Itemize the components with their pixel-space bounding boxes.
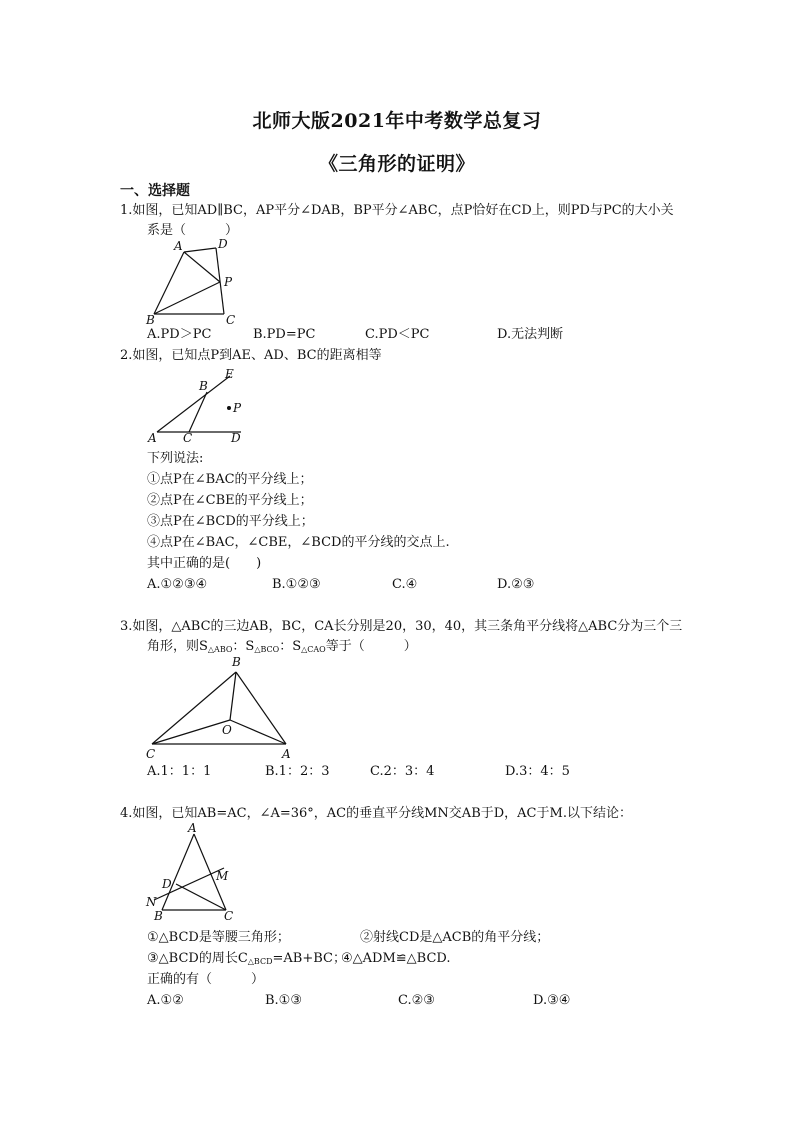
document-title: 北师大版2021年中考数学总复习 bbox=[252, 110, 542, 132]
q4-label-b: B bbox=[154, 909, 163, 923]
q1-line-1: 1.如图，已知AD∥BC，AP平分∠DAB，BP平分∠ABC，点P恰好在CD上，则PD与PC的大小关 bbox=[120, 203, 674, 218]
q3-sub-abo: △ABO bbox=[207, 645, 233, 654]
q1-seg-ad bbox=[184, 248, 216, 252]
section-heading: 一、选择题 bbox=[120, 183, 190, 199]
q2-statement-2: ②点P在∠CBE的平分线上； bbox=[147, 493, 313, 508]
q1-figure bbox=[140, 238, 240, 328]
q2-label-p: P bbox=[233, 401, 242, 415]
q1-option-b: B.PD=PC bbox=[253, 327, 316, 342]
q4-statement-1: ①△BCD是等腰三角形； bbox=[147, 930, 290, 945]
q2-point-p bbox=[227, 406, 231, 410]
document-subtitle: 《三角形的证明》 bbox=[318, 153, 475, 175]
q2-label-a: A bbox=[148, 431, 157, 445]
q3-sub-bco: △BCO bbox=[254, 645, 280, 654]
q3-line-2-mid1: ：S bbox=[232, 639, 255, 654]
q3-sub-cao: △CAO bbox=[301, 645, 326, 654]
q3-option-d: D.3：4：5 bbox=[505, 764, 570, 779]
q2-label-b: B bbox=[199, 379, 208, 393]
q1-seg-bp bbox=[154, 282, 220, 314]
q2-ray-ae bbox=[157, 376, 230, 432]
q4-sub-bcd: △BCD bbox=[247, 957, 273, 966]
q4-statement-2: ②射线CD是△ACB的角平分线； bbox=[360, 930, 550, 945]
q2-figure bbox=[145, 366, 255, 448]
q2-statement-1: ①点P在∠BAC的平分线上； bbox=[147, 472, 313, 487]
q4-line-1: 4.如图，已知AB=AC，∠A=36°，AC的垂直平分线MN交AB于D，AC于M.以下结论： bbox=[120, 806, 632, 821]
q4-statement-4: ④△ADM≌△BCD. bbox=[341, 951, 451, 966]
q2-statement-0: 下列说法: bbox=[147, 451, 204, 466]
q1-label-p: P bbox=[224, 275, 233, 289]
q3-label-b: B bbox=[232, 655, 241, 669]
q1-option-d: D.无法判断 bbox=[497, 327, 564, 342]
q2-option-c: C.④ bbox=[392, 577, 418, 592]
q4-label-n: N bbox=[146, 895, 157, 909]
q2-option-a: A.①②③④ bbox=[147, 577, 208, 592]
q4-option-c: C.②③ bbox=[398, 993, 435, 1008]
q1-line-2: 系是（ ） bbox=[147, 223, 239, 238]
q1-label-a: A bbox=[174, 239, 183, 253]
q3-label-o: O bbox=[222, 723, 232, 737]
q1-label-c: C bbox=[226, 313, 236, 327]
q3-line-1: 3.如图，△ABC的三边AB，BC，CA长分别是20，30，40，其三条角平分线将△ABC分为三个三 bbox=[120, 619, 683, 634]
q4-figure bbox=[140, 821, 240, 924]
q3-seg-bo bbox=[230, 672, 236, 720]
q3-figure bbox=[140, 652, 300, 764]
q2-statement-4: ④点P在∠BAC，∠CBE，∠BCD的平分线的交点上. bbox=[147, 535, 450, 550]
q1-label-b: B bbox=[146, 313, 155, 327]
q1-seg-ab bbox=[154, 252, 184, 314]
q4-option-d: D.③④ bbox=[533, 993, 571, 1008]
q3-line-2-suffix: 等于（ ） bbox=[325, 639, 417, 654]
q3-option-c: C.2：3：4 bbox=[370, 764, 435, 779]
q3-line-2-prefix: 角形，则S bbox=[147, 639, 208, 654]
q4-seg-dc bbox=[176, 884, 226, 910]
q1-seg-dc bbox=[216, 248, 224, 314]
q4-option-b: B.①③ bbox=[265, 993, 302, 1008]
q1-option-c: C.PD＜PC bbox=[365, 327, 430, 342]
q3-line-2-mid2: ：S bbox=[279, 639, 302, 654]
q2-option-b: B.①②③ bbox=[272, 577, 321, 592]
q4-label-a: A bbox=[188, 821, 197, 835]
q3-option-a: A.1：1：1 bbox=[147, 764, 212, 779]
q4-statement-3-prefix: ③△BCD的周长C bbox=[147, 951, 248, 966]
q2-label-d: D bbox=[231, 431, 241, 445]
q1-seg-ap bbox=[184, 252, 220, 282]
q3-seg-co bbox=[152, 720, 230, 744]
q4-statement-3 bbox=[147, 950, 346, 971]
q2-label-e: E bbox=[225, 367, 234, 381]
q4-label-c: C bbox=[224, 909, 234, 923]
q4-label-m: M bbox=[216, 869, 229, 883]
q1-option-a: A.PD＞PC bbox=[147, 327, 212, 342]
q4-option-a: A.①② bbox=[147, 993, 184, 1008]
q3-label-c: C bbox=[146, 747, 156, 761]
q2-option-d: D.②③ bbox=[497, 577, 535, 592]
q2-seg-bc bbox=[189, 392, 207, 432]
q4-seg-ab bbox=[162, 834, 194, 910]
q2-statement-3: ③点P在∠BCD的平分线上； bbox=[147, 514, 314, 529]
q3-label-a: A bbox=[282, 747, 291, 761]
q4-label-d: D bbox=[162, 877, 172, 891]
q2-label-c: C bbox=[183, 431, 193, 445]
q4-statement-3-suffix: =AB+BC； bbox=[272, 951, 346, 966]
q4-prompt: 正确的有（ ） bbox=[147, 972, 265, 987]
q3-option-b: B.1：2：3 bbox=[265, 764, 330, 779]
q2-statement-5: 其中正确的是( ) bbox=[147, 556, 262, 571]
q2-line-1: 2.如图，已知点P到AE、AD、BC的距离相等 bbox=[120, 348, 382, 363]
q1-label-d: D bbox=[218, 237, 228, 251]
